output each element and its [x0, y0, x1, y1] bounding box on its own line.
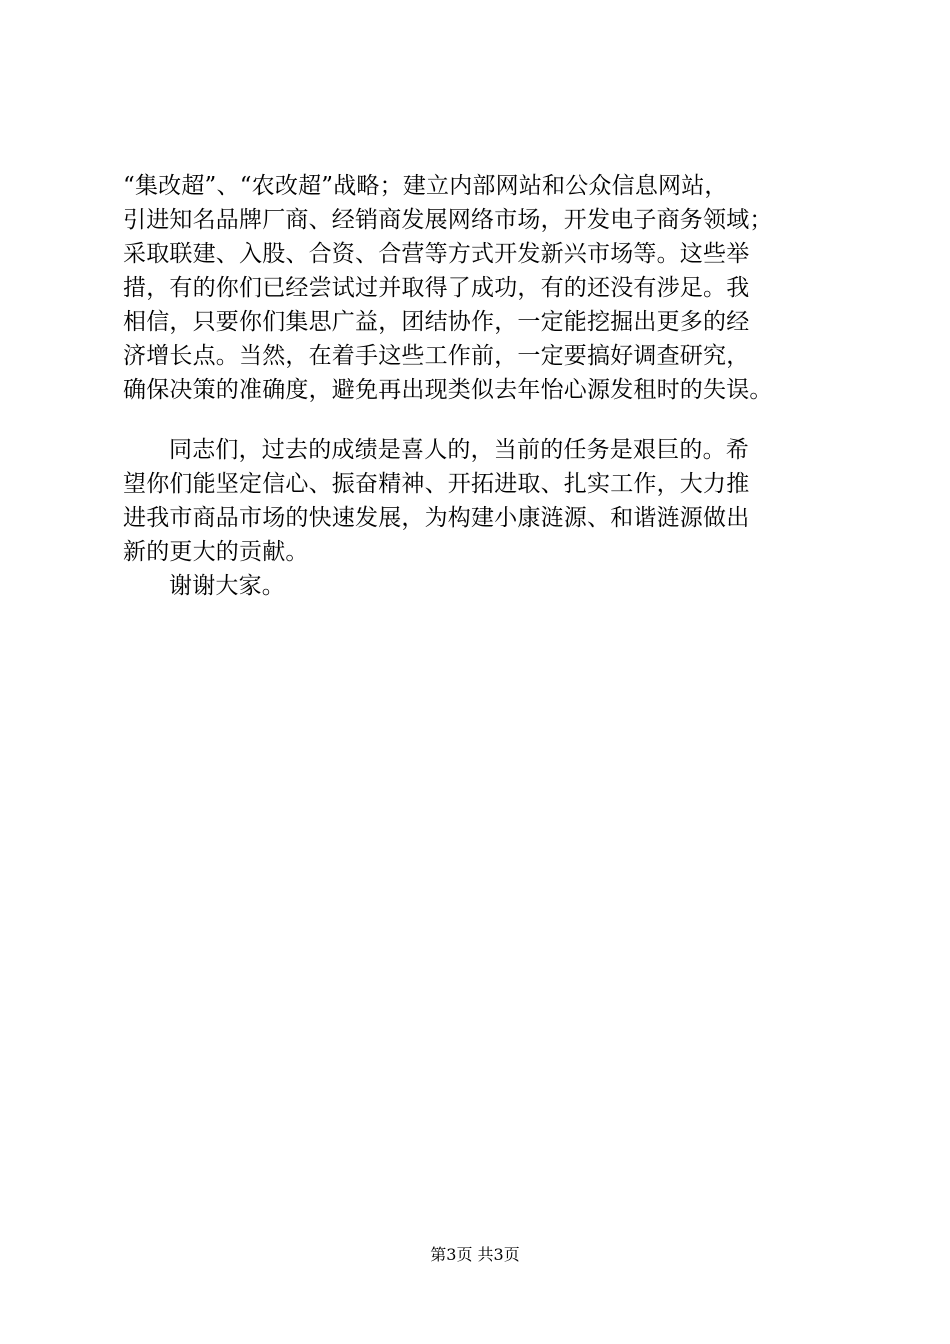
paragraph-closing-appeal [123, 433, 847, 569]
paragraph-line: 谢谢大家。 [169, 573, 285, 599]
paragraph-thanks [123, 569, 847, 603]
paragraph-line: 济增长点。当然，在着手这些工作前，一定要搞好调查研究， [123, 343, 750, 369]
paragraph-line: 采取联建、入股、合资、合营等方式开发新兴市场等。这些举 [123, 241, 750, 267]
paragraph-strategies [123, 169, 847, 407]
paragraph-line: 引进知名品牌厂商、经销商发展网络市场，开发电子商务领域； [123, 207, 773, 233]
paragraph-line: 确保决策的准确度，避免再出现类似去年怡心源发租时的失误。 [123, 377, 773, 403]
paragraph-line: 新的更大的贡献。 [123, 539, 309, 565]
page-number-label: 第3页 共3页 [430, 1245, 520, 1264]
paragraph-line: 望你们能坚定信心、振奋精神、开拓进取、扎实工作，大力推 [123, 471, 750, 497]
document-body [123, 169, 847, 603]
paragraph-spacer [123, 407, 847, 433]
paragraph-line: 进我市商品市场的快速发展，为构建小康涟源、和谐涟源做出 [123, 505, 750, 531]
paragraph-line: “集改超”、“农改超”战略；建立内部网站和公众信息网站， [123, 173, 728, 199]
paragraph-line: 相信，只要你们集思广益，团结协作，一定能挖掘出更多的经 [123, 309, 750, 335]
paragraph-line: 措，有的你们已经尝试过并取得了成功，有的还没有涉足。我 [123, 275, 750, 301]
page-footer [0, 1244, 950, 1266]
paragraph-line: 同志们，过去的成绩是喜人的，当前的任务是艰巨的。希 [169, 437, 749, 463]
